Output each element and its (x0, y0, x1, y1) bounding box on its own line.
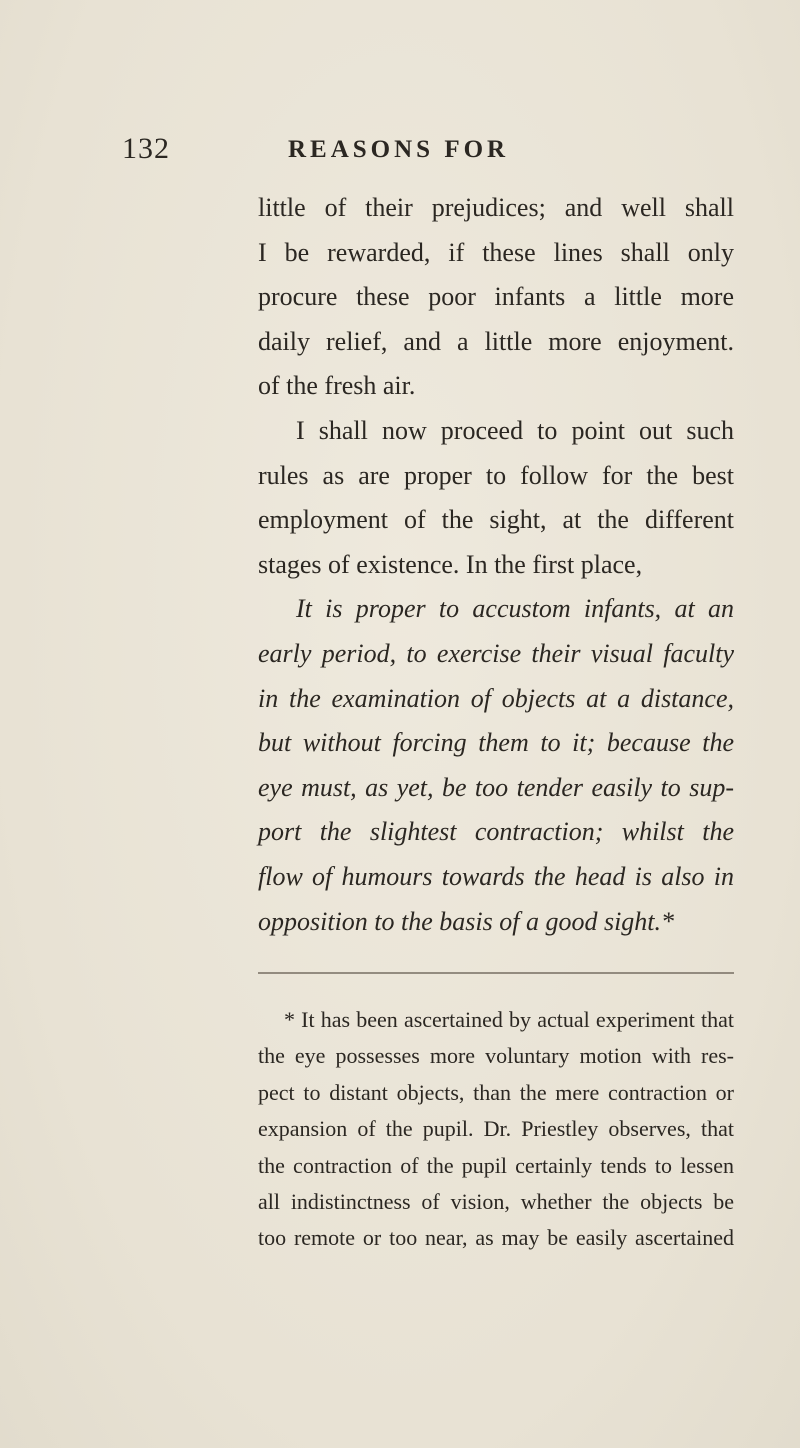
page-number: 132 (122, 132, 170, 165)
running-title: REASONS FOR (288, 136, 510, 163)
text-line: early period, to exercise their visual faculty (258, 638, 734, 668)
text-line: daily relief, and a little more enjoyment. (258, 326, 734, 356)
footnote-line: pect to distant objects, than the mere contraction or (258, 1079, 734, 1105)
footnote-line: * It has been ascertained by actual experiment that (284, 1007, 734, 1032)
text-line: of the fresh air. (258, 371, 416, 401)
footnote-line: all indistinctness of vision, whether the objects be (258, 1188, 734, 1214)
text-line: little of their prejudices; and well shall (258, 193, 734, 222)
text-line: I be rewarded, if these lines shall only (258, 237, 734, 267)
footnote (258, 1002, 734, 1257)
footnote-divider (258, 972, 734, 974)
footnote-line: expansion of the pupil. Dr. Priestley observes, that (258, 1116, 734, 1142)
text-line: but without forcing them to it; because the (258, 728, 734, 758)
text-line: rules as are proper to follow for the best (258, 460, 734, 490)
text-line: employment of the sight, at the different (258, 505, 734, 535)
text-line: opposition to the basis of a good sight.* (258, 906, 675, 936)
main-text (258, 186, 734, 944)
text-line: stages of existence. In the first place, (258, 549, 643, 579)
running-header (0, 132, 800, 172)
text-line: eye must, as yet, be too tender easily to sup- (258, 772, 734, 802)
footnote-line: the eye possesses more voluntary motion with res- (258, 1043, 734, 1069)
footnote-line: the contraction of the pupil certainly tends to lessen (258, 1152, 734, 1178)
text-line: in the examination of objects at a distance, (258, 683, 734, 713)
text-line: procure these poor infants a little more (258, 282, 734, 312)
text-line: port the slightest contraction; whilst the (258, 817, 734, 847)
text-line: flow of humours towards the head is also in (258, 861, 734, 891)
text-line: I shall now proceed to point out such (296, 415, 734, 445)
text-line: It is proper to accustom infants, at an (296, 594, 734, 624)
footnote-line: too remote or too near, as may be easily ascertained (258, 1225, 734, 1251)
